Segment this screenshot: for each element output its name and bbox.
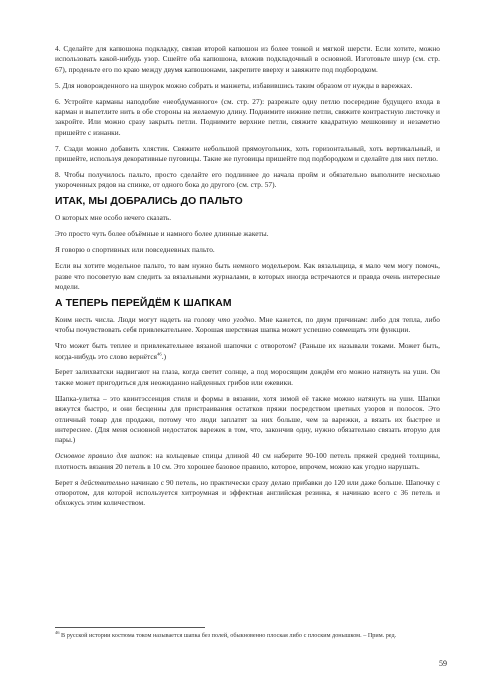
- paragraph-step-4: 4. Сделайте для капюшона подкладку, связав второй капюшон из более тонкой и мягкой шерсти. Если хотите, можно использовать какой-нибудь узор. Сшейте оба капюшона, вложив подкладочный в основной. Изготовьте шнур (см. стр. 67), проденьте его по краю между двумя капюшонами, закрепите вверху и завяжите под подбородком.: [55, 44, 440, 74]
- footnote-text: В русской истории костюма током называется шапка без полей, обыкновенно плоская либо с плоским донышком. – Прим. ред.: [59, 632, 397, 639]
- paragraph-step-7: 7. Сзади можно добавить хлястик. Свяжите небольшой прямоугольник, хоть горизонтальный, хоть вертикальный, и пришейте, используя декоративные пуговицы. Такие же пуговицы пришейте под подбородком и сделайте для них петлю.: [55, 143, 440, 164]
- paragraph-step-5: 5. Для новорожденного на шнурок можно собрать и манжеты, избавившись таким образом от нужды в варежках.: [55, 80, 413, 90]
- paragraph-hats-6: Берет я действительно начинаю с 90 петель, но практически сразу делаю прибавки до 120 или даже больше. Шапочку с отворотом, для которой используется хитроумная и эффектная английская резинка, я начинаю всего с 36 петель и обхожусь этим количеством.: [55, 477, 440, 508]
- footnote: [55, 631, 440, 640]
- paragraph-hats-5: Основное правило для шапок: на кольцевые спицы длиной 40 см наберите 90-100 петель пряжей средней толщины, плотность вязания 20 петель в 10 см. Это хорошее базовое правило, которое, впрочем, можно как угодно нарушать.: [55, 451, 440, 471]
- paragraph-coat-2: Это просто чуть более объёмные и намного более длинные жакеты.: [55, 229, 269, 239]
- heading-coats: ИТАК, МЫ ДОБРАЛИСЬ ДО ПАЛЬТО: [55, 196, 243, 208]
- text-column: [55, 44, 440, 514]
- heading-hats: А ТЕПЕРЬ ПЕРЕЙДЁМ К ШАПКАМ: [55, 297, 232, 309]
- paragraph-step-6: 6. Устройте карманы наподобие «необдуманного» (см. стр. 27): разрежьте одну петлю посередине будущего входа в карман и выпетлите нить в обе стороны на желаемую длину. Поднимите нижние петли, свяжите контрастную листочку и закройте. Или можно сразу закрыть петли. Поднимите верхние петли, свяжите квадратную мешковину и незаметно пришейте с изнанки.: [55, 96, 440, 137]
- footnote-marker: 46: [55, 629, 60, 635]
- footnote-reference[interactable]: 46: [157, 351, 162, 357]
- paragraph-hats-4: Шапка-улитка – это квинтэссенция стиля и формы в вязании, хотя зимой её также можно натянуть на уши. Шапки вяжутся быстро, и они бесценны для пристраивания остатков пряжи посредством цветных узоров и полосок. Это отличный товар для продажи, потому что люди заплатят за них больше, чем за варежки, а вязать их быстрее и интереснее. (Для меня основной недостаток варежек в том, что, закончив одну, нужно обязательно связать вторую для пары.): [55, 393, 440, 445]
- paragraph-hats-1: Коим несть числа. Люди могут надеть на голову что угодно. Мне кажется, по двум причинам: либо для тепла, либо чтобы почувствовать себя привлекательнее. Хорошая шерстяная шапка может успешно совмещать эти функции.: [55, 314, 440, 335]
- page-number: 59: [439, 659, 447, 668]
- paragraph-coat-3: Я говорю о спортивных или повседневных пальто.: [55, 245, 215, 255]
- paragraph-hats-2: Что может быть теплее и привлекательнее вязаной шапочки с отворотом? (Раньше их называли токами. Может быть, когда-нибудь это слово вернётся$^{46}$.): [55, 341, 440, 361]
- paragraph-step-8: 8. Чтобы получилось пальто, просто сделайте его подлиннее до начала пройм и обязательно выполните несколько укороченных рядов на спинке, от одного бока до другого (см. стр. 57).: [55, 170, 440, 190]
- paragraph-coat-1: О которых мне особо нечего сказать.: [55, 213, 172, 223]
- paragraph-coat-4: Если вы хотите модельное пальто, то вам нужно быть немного модельером. Как вязальщица, я мало чем могу помочь, разве что посоветую вам следить за вязальными журналами, в которых иногда встречаются и правда очень интересные модели.: [55, 261, 440, 291]
- paragraph-hats-3: Берет залихватски надвигают на глаза, когда светит солнце, а под моросящим дождём его можно натянуть на уши. Он также может пригодиться для неожиданно найденных грибов или ежевики.: [55, 367, 440, 387]
- footnote-divider: [55, 627, 205, 628]
